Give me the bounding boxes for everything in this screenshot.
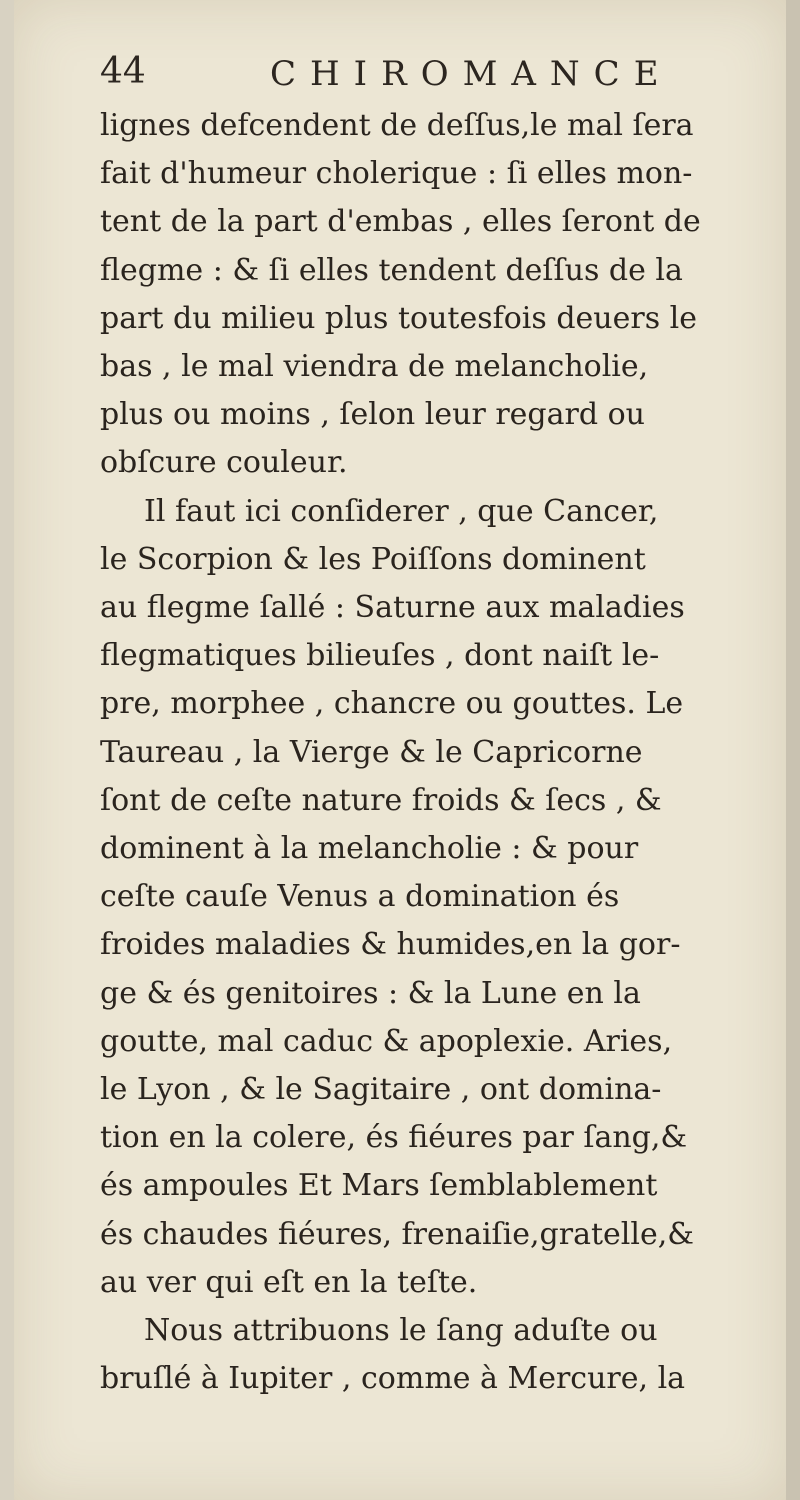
- text-line: ge & és genitoires : & la Lune en la: [100, 975, 641, 1011]
- paragraph-start-line: Nous attribuons le ſang aduſte ou: [144, 1313, 658, 1349]
- text-line: pre, morphee , chancre ou gouttes. Le: [100, 686, 684, 722]
- page-header: [100, 50, 760, 96]
- text-line: part du milieu plus toutesfois deuers le: [100, 300, 697, 336]
- text-line: ceſte cauſe Venus a domination és: [100, 879, 620, 915]
- body-text: [100, 102, 774, 1403]
- text-line: au flegme ſallé : Saturne aux maladies: [100, 590, 685, 626]
- text-line: froides maladies & humides,en la gor-: [100, 927, 681, 963]
- text-line: és ampoules Et Mars ſemblablement: [100, 1168, 658, 1204]
- text-line: dominent à la melancholie : & pour: [100, 831, 639, 867]
- text-line: obſcure couleur.: [100, 445, 348, 481]
- text-line: ſont de ceſte nature froids & ſecs , &: [100, 782, 662, 818]
- page-edge: [786, 0, 800, 1500]
- text-line: tent de la part d'embas , elles ſeront de: [100, 204, 701, 240]
- book-page: [14, 0, 786, 1500]
- text-line: Taureau , la Vierge & le Capricorne: [100, 734, 643, 770]
- text-line: le Scorpion & les Poiſſons dominent: [100, 541, 646, 577]
- text-line: le Lyon , & le Sagitaire , ont domina-: [100, 1072, 662, 1108]
- text-line: au ver qui eſt en la teſte.: [100, 1264, 478, 1300]
- text-line: plus ou moins , ſelon leur regard ou: [100, 397, 645, 433]
- text-line: tion en la colere, és fiéures par ſang,&: [100, 1120, 688, 1156]
- text-line: fait d'humeur cholerique : ſi elles mon-: [100, 156, 693, 192]
- text-line: flegmatiques bilieuſes , dont naiſt le-: [100, 638, 660, 674]
- paragraph-start-line: Il faut ici conſiderer , que Cancer,: [144, 493, 659, 529]
- text-line: bruſlé à Iupiter , comme à Mercure, la: [100, 1361, 686, 1397]
- text-line: lignes defcendent de deſſus,le mal ſera: [100, 108, 694, 143]
- text-line: goutte, mal caduc & apoplexie. Aries,: [100, 1023, 673, 1059]
- text-line: bas , le mal viendra de melancholie,: [100, 349, 649, 385]
- text-line: és chaudes fiéures, frenaiſie,gratelle,&: [100, 1216, 694, 1252]
- text-line: flegme : & ſi elles tendent deſſus de la: [100, 252, 683, 288]
- running-head: CHIROMANCE: [270, 54, 673, 94]
- page-number: 44: [100, 51, 146, 92]
